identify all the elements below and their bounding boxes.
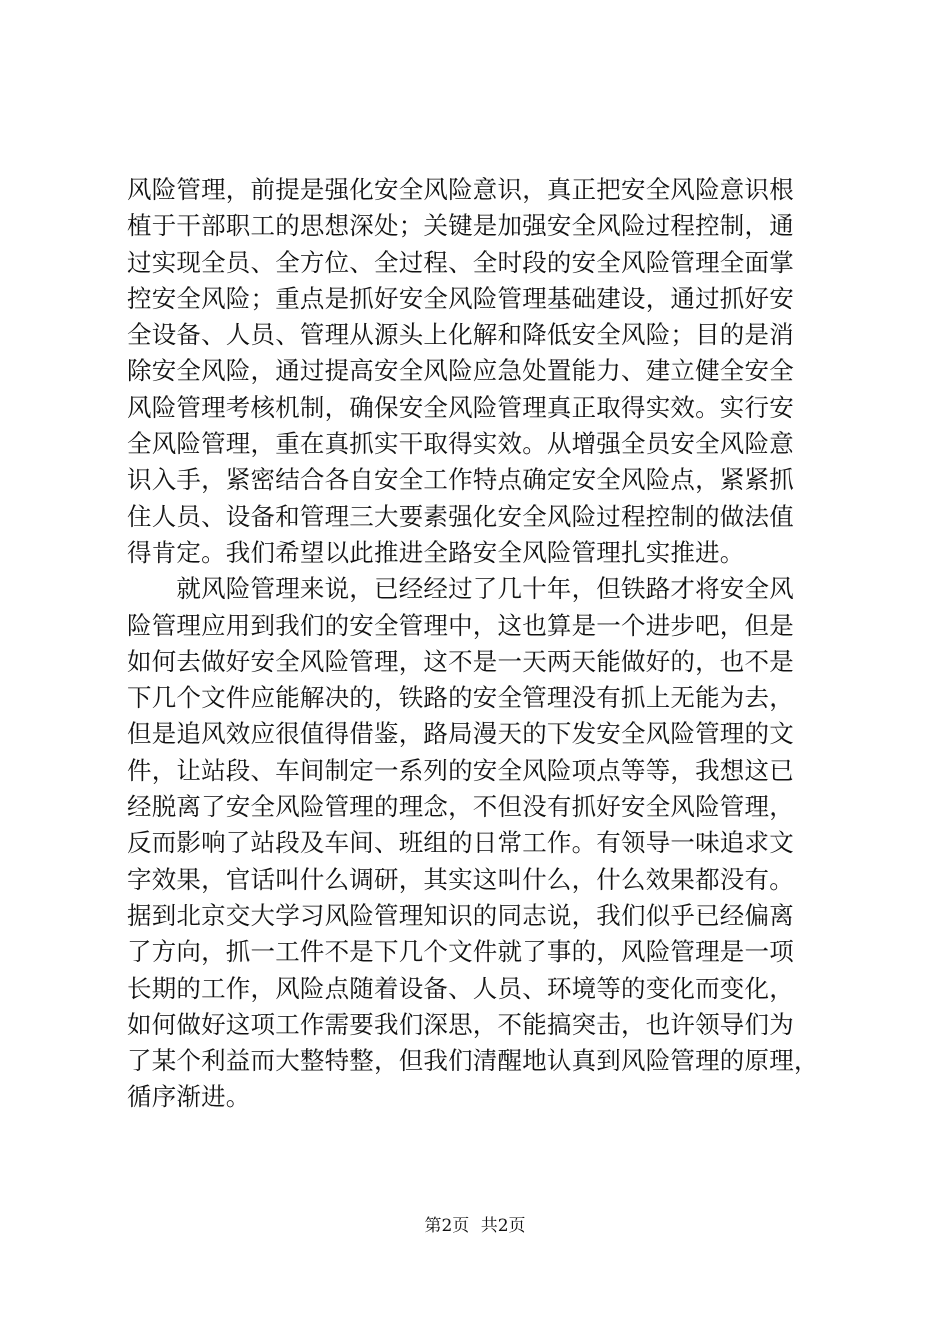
text-line: 字效果，官话叫什么调研，其实这叫什么，什么效果都没有。 — [127, 864, 794, 894]
text-line: 经脱离了安全风险管理的理念，不但没有抓好安全风险管理， — [127, 792, 794, 822]
text-line: 了某个利益而大整特整，但我们清醒地认真到风险管理的原理， — [127, 1046, 819, 1076]
text-line: 住人员、设备和管理三大要素强化安全风险过程控制的做法值 — [127, 501, 794, 531]
text-line: 反而影响了站段及车间、班组的日常工作。有领导一味追求文 — [127, 828, 794, 858]
text-line: 得肯定。我们希望以此推进全路安全风险管理扎实推进。 — [127, 537, 745, 567]
page-number: 第2页 — [424, 1216, 470, 1236]
text-line: 除安全风险，通过提高安全风险应急处置能力、建立健全安全 — [127, 356, 794, 386]
text-line: 如何做好这项工作需要我们深思，不能搞突击，也许领导们为 — [127, 1009, 794, 1039]
text-line: 下几个文件应能解决的，铁路的安全管理没有抓上无能为去， — [127, 683, 794, 713]
text-line: 识入手，紧密结合各自安全工作特点确定安全风险点，紧紧抓 — [127, 465, 794, 495]
text-line: 就风险管理来说，已经经过了几十年，但铁路才将安全风 — [127, 574, 794, 604]
text-line: 件，让站段、车间制定一系列的安全风险项点等等，我想这已 — [127, 755, 794, 785]
text-line: 长期的工作，风险点随着设备、人员、环境等的变化而变化， — [127, 973, 794, 1003]
text-line: 过实现全员、全方位、全过程、全时段的安全风险管理全面掌 — [127, 247, 794, 277]
text-line: 循序渐进。 — [127, 1082, 251, 1112]
text-line: 风险管理，前提是强化安全风险意识，真正把安全风险意识根 — [127, 175, 794, 204]
page-footer — [0, 1214, 950, 1238]
page-total: 共2页 — [480, 1216, 526, 1236]
text-line: 了方向，抓一工件不是下几个文件就了事的，风险管理是一项 — [127, 937, 794, 967]
text-line: 全设备、人员、管理从源头上化解和降低安全风险；目的是消 — [127, 320, 794, 350]
text-line: 全风险管理，重在真抓实干取得实效。从增强全员安全风险意 — [127, 429, 794, 459]
document-body — [127, 172, 837, 1116]
text-line: 如何去做好安全风险管理，这不是一天两天能做好的，也不是 — [127, 646, 794, 676]
text-line: 但是追风效应很值得借鉴，路局漫天的下发安全风险管理的文 — [127, 719, 794, 749]
text-line: 风险管理考核机制，确保安全风险管理真正取得实效。实行安 — [127, 392, 794, 422]
text-line: 植于干部职工的思想深处；关键是加强安全风险过程控制，通 — [127, 211, 794, 241]
text-line: 据到北京交大学习风险管理知识的同志说，我们似乎已经偏离 — [127, 900, 794, 930]
text-line: 险管理应用到我们的安全管理中，这也算是一个进步吧，但是 — [127, 610, 794, 640]
text-line: 控安全风险；重点是抓好安全风险管理基础建设，通过抓好安 — [127, 283, 794, 313]
